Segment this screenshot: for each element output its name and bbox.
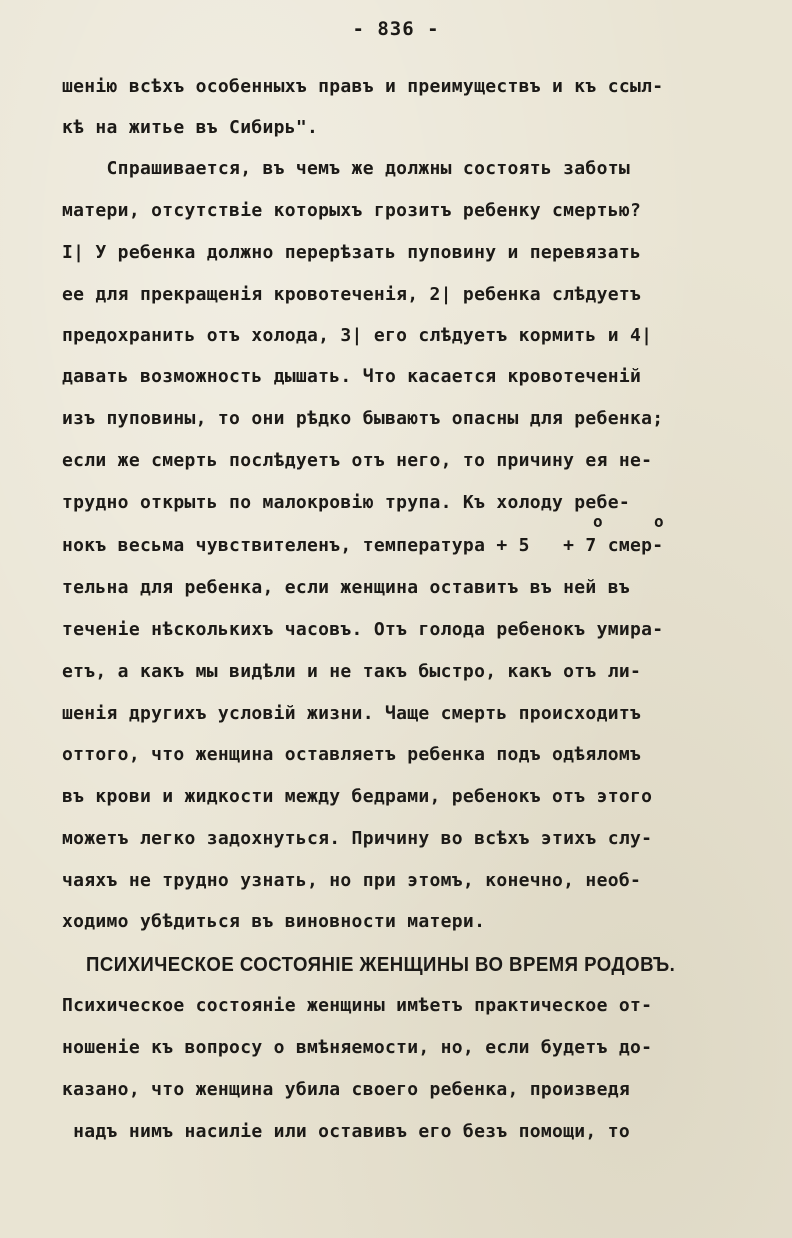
degree-mark-1: о: [593, 512, 603, 531]
text-line-8: давать возможность дышать. Что касается кровотеченій: [62, 366, 642, 387]
text-line-23: ношеніе къ вопросу о вмѣняемости, но, если будетъ до-: [62, 1037, 653, 1058]
text-line-19: можетъ легко задохнуться. Причину во всѣхъ этихъ слу-: [62, 828, 653, 849]
text-line-9: изъ пуповины, то они рѣдко бываютъ опасны для ребенка;: [62, 408, 664, 429]
text-line-18: въ крови и жидкости между бедрами, ребенокъ отъ этого: [62, 786, 653, 807]
text-line-5: І| У ребенка должно перерѣзать пуповину и перевязать: [62, 242, 642, 263]
text-line-1: шенію всѣхъ особенныхъ правъ и преимуществъ и къ ссыл-: [62, 76, 664, 97]
text-line-2: кѣ на житье въ Сибирь".: [62, 117, 319, 138]
text-line-3: Спрашивается, въ чемъ же должны состоять заботы: [62, 158, 630, 179]
text-line-16: шенія другихъ условій жизни. Чаще смерть происходитъ: [62, 703, 642, 724]
text-line-13: тельна для ребенка, если женщина оставитъ въ ней въ: [62, 577, 630, 598]
degree-mark-2: о: [654, 512, 664, 531]
text-line-24: казано, что женщина убила своего ребенка, произведя: [62, 1079, 630, 1100]
section-heading: ПСИХИЧЕСКОЕ СОСТОЯНІЕ ЖЕНЩИНЫ ВО ВРЕМЯ РОДОВЪ.: [86, 954, 676, 976]
page-number: - 836 -: [352, 18, 440, 40]
text-line-20: чаяхъ не трудно узнать, но при этомъ, конечно, необ-: [62, 870, 642, 891]
text-line-25: надъ нимъ насиліе или оставивъ его безъ помощи, то: [62, 1121, 630, 1142]
text-line-14: теченіе нѣсколькихъ часовъ. Отъ голода ребенокъ умира-: [62, 619, 664, 640]
text-line-21: ходимо убѣдиться въ виновности матери.: [62, 911, 486, 932]
text-line-12: нокъ весьма чувствителенъ, температура + 5 + 7 смер-: [62, 535, 664, 556]
text-line-15: етъ, а какъ мы видѣли и не такъ быстро, какъ отъ ли-: [62, 661, 642, 682]
text-line-17: оттого, что женщина оставляетъ ребенка подъ одѣяломъ: [62, 744, 642, 765]
text-line-11: трудно открыть по малокровію трупа. Къ холоду ребе-: [62, 492, 630, 513]
text-line-4: матери, отсутствіе которыхъ грозитъ ребенку смертью?: [62, 200, 642, 221]
text-line-10: если же смерть послѣдуетъ отъ него, то причину ея не-: [62, 450, 653, 471]
text-line-22: Психическое состояніе женщины имѣетъ практическое от-: [62, 995, 653, 1016]
text-line-7: предохранить отъ холода, 3| его слѣдуетъ кормить и 4|: [62, 325, 653, 346]
text-line-6: ее для прекращенія кровотеченія, 2| ребенка слѣдуетъ: [62, 284, 642, 305]
